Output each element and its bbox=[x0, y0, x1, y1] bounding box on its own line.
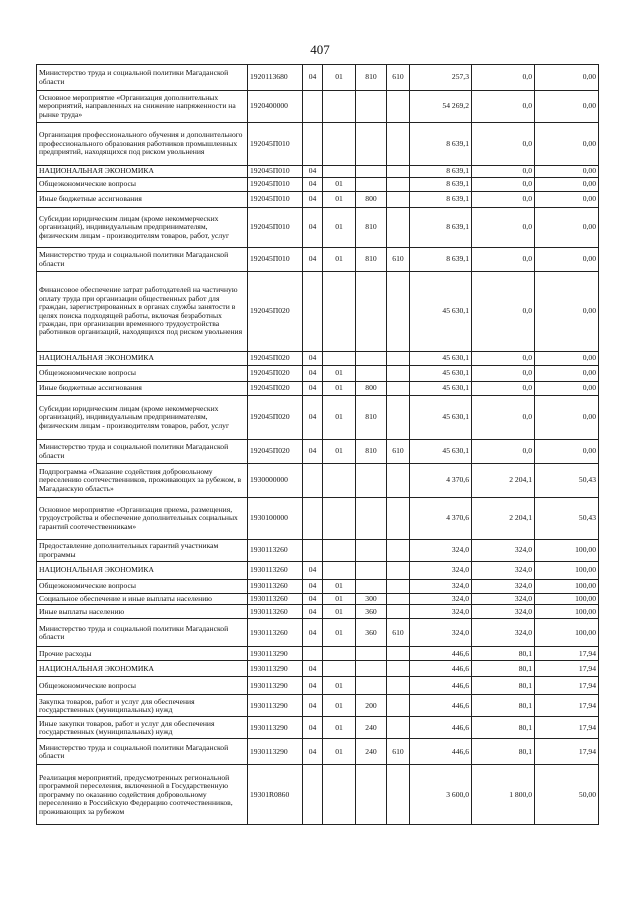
target-article-code-cell: 1930113260 bbox=[248, 594, 303, 605]
administrator-code-cell: 610 bbox=[387, 440, 410, 464]
target-article-code-cell: 192045П020 bbox=[248, 440, 303, 464]
section-code-cell: 04 bbox=[303, 594, 323, 605]
section-code-cell: 04 bbox=[303, 695, 323, 717]
planned-amount-cell: 324,0 bbox=[410, 605, 472, 619]
planned-amount-cell: 45 630,1 bbox=[410, 396, 472, 440]
page-number: 407 bbox=[310, 42, 330, 57]
subsection-code-cell: 01 bbox=[323, 677, 356, 695]
subsection-code-cell bbox=[323, 123, 356, 166]
planned-amount-cell: 446,6 bbox=[410, 717, 472, 739]
planned-amount-cell: 4 370,6 bbox=[410, 498, 472, 540]
table-row bbox=[37, 594, 599, 605]
subsection-code-cell bbox=[323, 540, 356, 562]
administrator-code-cell bbox=[387, 123, 410, 166]
section-code-cell bbox=[303, 272, 323, 352]
planned-amount-cell: 45 630,1 bbox=[410, 440, 472, 464]
target-article-code-cell: 192045П010 bbox=[248, 123, 303, 166]
planned-amount-cell: 8 639,1 bbox=[410, 248, 472, 272]
administrator-code-cell bbox=[387, 208, 410, 248]
execution-percent-cell: 0,00 bbox=[535, 440, 599, 464]
execution-percent-cell: 0,00 bbox=[535, 91, 599, 123]
section-code-cell bbox=[303, 540, 323, 562]
target-article-code-cell: 192045П010 bbox=[248, 248, 303, 272]
executed-amount-cell: 0,0 bbox=[472, 178, 535, 192]
expense-type-cell bbox=[356, 91, 387, 123]
execution-percent-cell: 100,00 bbox=[535, 619, 599, 647]
planned-amount-cell: 324,0 bbox=[410, 619, 472, 647]
execution-percent-cell: 0,00 bbox=[535, 208, 599, 248]
expense-type-cell bbox=[356, 765, 387, 825]
execution-percent-cell: 17,94 bbox=[535, 661, 599, 677]
section-code-cell: 04 bbox=[303, 208, 323, 248]
executed-amount-cell: 324,0 bbox=[472, 594, 535, 605]
section-code-cell: 04 bbox=[303, 366, 323, 382]
administrator-code-cell bbox=[387, 272, 410, 352]
target-article-code-cell: 1930113260 bbox=[248, 605, 303, 619]
subsection-code-cell bbox=[323, 562, 356, 580]
item-name-cell: Организация профессионального обучения и дополнительного профессионального образования работников промышленных предприятий, находящихся под риском увольнения bbox=[37, 123, 248, 166]
execution-percent-cell: 17,94 bbox=[535, 739, 599, 765]
administrator-code-cell bbox=[387, 695, 410, 717]
planned-amount-cell: 54 269,2 bbox=[410, 91, 472, 123]
executed-amount-cell: 1 800,0 bbox=[472, 765, 535, 825]
planned-amount-cell: 8 639,1 bbox=[410, 208, 472, 248]
expense-type-cell bbox=[356, 352, 387, 366]
item-name-cell: Общеэкономические вопросы bbox=[37, 178, 248, 192]
administrator-code-cell: 610 bbox=[387, 65, 410, 91]
table-row bbox=[37, 647, 599, 661]
item-name-cell: Министерство труда и социальной политики Магаданской области bbox=[37, 248, 248, 272]
item-name-cell: Социальное обеспечение и иные выплаты населению bbox=[37, 594, 248, 605]
administrator-code-cell: 610 bbox=[387, 739, 410, 765]
item-name-cell: Министерство труда и социальной политики Магаданской области bbox=[37, 619, 248, 647]
planned-amount-cell: 8 639,1 bbox=[410, 123, 472, 166]
expense-type-cell: 800 bbox=[356, 192, 387, 208]
expense-type-cell: 800 bbox=[356, 382, 387, 396]
administrator-code-cell bbox=[387, 498, 410, 540]
expense-type-cell bbox=[356, 647, 387, 661]
executed-amount-cell: 0,0 bbox=[472, 248, 535, 272]
target-article-code-cell: 192045П020 bbox=[248, 352, 303, 366]
section-code-cell: 04 bbox=[303, 619, 323, 647]
section-code-cell: 04 bbox=[303, 562, 323, 580]
administrator-code-cell bbox=[387, 178, 410, 192]
planned-amount-cell: 45 630,1 bbox=[410, 352, 472, 366]
table-row bbox=[37, 661, 599, 677]
expense-type-cell bbox=[356, 498, 387, 540]
section-code-cell: 04 bbox=[303, 178, 323, 192]
execution-percent-cell: 0,00 bbox=[535, 248, 599, 272]
execution-percent-cell: 100,00 bbox=[535, 594, 599, 605]
executed-amount-cell: 324,0 bbox=[472, 605, 535, 619]
executed-amount-cell: 80,1 bbox=[472, 695, 535, 717]
planned-amount-cell: 8 639,1 bbox=[410, 178, 472, 192]
expense-type-cell: 240 bbox=[356, 717, 387, 739]
expense-type-cell bbox=[356, 562, 387, 580]
target-article-code-cell: 1930113260 bbox=[248, 540, 303, 562]
administrator-code-cell bbox=[387, 765, 410, 825]
execution-percent-cell: 17,94 bbox=[535, 647, 599, 661]
table-row bbox=[37, 192, 599, 208]
target-article-code-cell: 1930113290 bbox=[248, 661, 303, 677]
item-name-cell: НАЦИОНАЛЬНАЯ ЭКОНОМИКА bbox=[37, 661, 248, 677]
execution-percent-cell: 17,94 bbox=[535, 677, 599, 695]
item-name-cell: Основное мероприятие «Организация дополнительных мероприятий, направленных на снижение напряженности на рынке труда» bbox=[37, 91, 248, 123]
expense-type-cell: 810 bbox=[356, 248, 387, 272]
section-code-cell bbox=[303, 464, 323, 498]
table-row bbox=[37, 178, 599, 192]
subsection-code-cell bbox=[323, 352, 356, 366]
section-code-cell: 04 bbox=[303, 352, 323, 366]
execution-percent-cell: 100,00 bbox=[535, 580, 599, 594]
expense-type-cell bbox=[356, 540, 387, 562]
subsection-code-cell: 01 bbox=[323, 65, 356, 91]
subsection-code-cell: 01 bbox=[323, 396, 356, 440]
subsection-code-cell: 01 bbox=[323, 695, 356, 717]
item-name-cell: Общеэкономические вопросы bbox=[37, 677, 248, 695]
item-name-cell: Иные бюджетные ассигнования bbox=[37, 192, 248, 208]
planned-amount-cell: 45 630,1 bbox=[410, 272, 472, 352]
table-row bbox=[37, 366, 599, 382]
target-article-code-cell: 1930000000 bbox=[248, 464, 303, 498]
administrator-code-cell bbox=[387, 580, 410, 594]
table-row bbox=[37, 695, 599, 717]
item-name-cell: Министерство труда и социальной политики Магаданской области bbox=[37, 739, 248, 765]
expense-type-cell bbox=[356, 366, 387, 382]
section-code-cell: 04 bbox=[303, 192, 323, 208]
administrator-code-cell bbox=[387, 562, 410, 580]
subsection-code-cell: 01 bbox=[323, 605, 356, 619]
subsection-code-cell bbox=[323, 661, 356, 677]
item-name-cell: Иные выплаты населению bbox=[37, 605, 248, 619]
administrator-code-cell bbox=[387, 366, 410, 382]
item-name-cell: Финансовое обеспечение затрат работодателей на частичную оплату труда при организации общественных работ для граждан, зарегистрированных в органах службы занятости в целях поиска подходящей работы, включая безработных граждан, при организации временного трудоустройства работников организаций, находящихся под риском увольнения bbox=[37, 272, 248, 352]
expense-type-cell bbox=[356, 272, 387, 352]
execution-percent-cell: 100,00 bbox=[535, 562, 599, 580]
execution-percent-cell: 17,94 bbox=[535, 695, 599, 717]
subsection-code-cell: 01 bbox=[323, 717, 356, 739]
table-row bbox=[37, 440, 599, 464]
target-article-code-cell: 192045П010 bbox=[248, 208, 303, 248]
expense-type-cell: 240 bbox=[356, 739, 387, 765]
planned-amount-cell: 446,6 bbox=[410, 739, 472, 765]
table-row bbox=[37, 562, 599, 580]
administrator-code-cell bbox=[387, 352, 410, 366]
subsection-code-cell: 01 bbox=[323, 178, 356, 192]
expense-type-cell bbox=[356, 661, 387, 677]
target-article-code-cell: 1930113260 bbox=[248, 619, 303, 647]
item-name-cell: Подпрограмма «Оказание содействия добровольному переселению соотечественников, проживающих за рубежом, в Магаданскую область» bbox=[37, 464, 248, 498]
item-name-cell: Министерство труда и социальной политики Магаданской области bbox=[37, 65, 248, 91]
section-code-cell: 04 bbox=[303, 248, 323, 272]
table-row bbox=[37, 540, 599, 562]
execution-percent-cell: 0,00 bbox=[535, 272, 599, 352]
planned-amount-cell: 446,6 bbox=[410, 695, 472, 717]
target-article-code-cell: 1930113260 bbox=[248, 580, 303, 594]
section-code-cell: 04 bbox=[303, 580, 323, 594]
table-row bbox=[37, 382, 599, 396]
expense-type-cell: 810 bbox=[356, 65, 387, 91]
subsection-code-cell: 01 bbox=[323, 248, 356, 272]
planned-amount-cell: 45 630,1 bbox=[410, 382, 472, 396]
planned-amount-cell: 446,6 bbox=[410, 661, 472, 677]
target-article-code-cell: 192045П020 bbox=[248, 396, 303, 440]
target-article-code-cell: 19301R0860 bbox=[248, 765, 303, 825]
executed-amount-cell: 0,0 bbox=[472, 192, 535, 208]
table-row bbox=[37, 677, 599, 695]
item-name-cell: Субсидии юридическим лицам (кроме некоммерческих организаций), индивидуальным предпринимателям, физическим лицам - производителям товаров, работ, услуг bbox=[37, 396, 248, 440]
section-code-cell bbox=[303, 765, 323, 825]
planned-amount-cell: 324,0 bbox=[410, 540, 472, 562]
execution-percent-cell: 0,00 bbox=[535, 396, 599, 440]
table-row bbox=[37, 498, 599, 540]
subsection-code-cell bbox=[323, 647, 356, 661]
planned-amount-cell: 8 639,1 bbox=[410, 166, 472, 178]
administrator-code-cell bbox=[387, 661, 410, 677]
section-code-cell: 04 bbox=[303, 166, 323, 178]
expense-type-cell: 810 bbox=[356, 396, 387, 440]
executed-amount-cell: 80,1 bbox=[472, 661, 535, 677]
executed-amount-cell: 80,1 bbox=[472, 647, 535, 661]
planned-amount-cell: 8 639,1 bbox=[410, 192, 472, 208]
administrator-code-cell bbox=[387, 91, 410, 123]
expense-type-cell: 360 bbox=[356, 619, 387, 647]
administrator-code-cell bbox=[387, 594, 410, 605]
item-name-cell: Субсидии юридическим лицам (кроме некоммерческих организаций), индивидуальным предпринимателям, физическим лицам - производителям товаров, работ, услуг bbox=[37, 208, 248, 248]
execution-percent-cell: 50,00 bbox=[535, 765, 599, 825]
executed-amount-cell: 0,0 bbox=[472, 166, 535, 178]
expense-type-cell bbox=[356, 580, 387, 594]
subsection-code-cell: 01 bbox=[323, 580, 356, 594]
execution-percent-cell: 100,00 bbox=[535, 540, 599, 562]
executed-amount-cell: 0,0 bbox=[472, 91, 535, 123]
subsection-code-cell: 01 bbox=[323, 619, 356, 647]
administrator-code-cell bbox=[387, 647, 410, 661]
target-article-code-cell: 1920113680 bbox=[248, 65, 303, 91]
execution-percent-cell: 0,00 bbox=[535, 192, 599, 208]
executed-amount-cell: 0,0 bbox=[472, 208, 535, 248]
expense-type-cell: 810 bbox=[356, 440, 387, 464]
subsection-code-cell: 01 bbox=[323, 739, 356, 765]
budget-table-body bbox=[37, 65, 599, 825]
subsection-code-cell bbox=[323, 464, 356, 498]
table-row bbox=[37, 352, 599, 366]
budget-table bbox=[36, 64, 599, 825]
expense-type-cell bbox=[356, 464, 387, 498]
executed-amount-cell: 0,0 bbox=[472, 396, 535, 440]
planned-amount-cell: 324,0 bbox=[410, 594, 472, 605]
planned-amount-cell: 324,0 bbox=[410, 580, 472, 594]
executed-amount-cell: 324,0 bbox=[472, 580, 535, 594]
planned-amount-cell: 446,6 bbox=[410, 647, 472, 661]
executed-amount-cell: 80,1 bbox=[472, 717, 535, 739]
table-row bbox=[37, 464, 599, 498]
subsection-code-cell bbox=[323, 91, 356, 123]
execution-percent-cell: 100,00 bbox=[535, 605, 599, 619]
administrator-code-cell bbox=[387, 464, 410, 498]
item-name-cell: Общеэкономические вопросы bbox=[37, 366, 248, 382]
table-row bbox=[37, 91, 599, 123]
executed-amount-cell: 0,0 bbox=[472, 272, 535, 352]
section-code-cell bbox=[303, 91, 323, 123]
target-article-code-cell: 192045П010 bbox=[248, 192, 303, 208]
planned-amount-cell: 3 600,0 bbox=[410, 765, 472, 825]
executed-amount-cell: 324,0 bbox=[472, 562, 535, 580]
target-article-code-cell: 1930113290 bbox=[248, 647, 303, 661]
executed-amount-cell: 80,1 bbox=[472, 739, 535, 765]
target-article-code-cell: 1920400000 bbox=[248, 91, 303, 123]
table-row bbox=[37, 65, 599, 91]
execution-percent-cell: 0,00 bbox=[535, 382, 599, 396]
administrator-code-cell bbox=[387, 192, 410, 208]
planned-amount-cell: 257,3 bbox=[410, 65, 472, 91]
execution-percent-cell: 0,00 bbox=[535, 123, 599, 166]
target-article-code-cell: 1930100000 bbox=[248, 498, 303, 540]
subsection-code-cell: 01 bbox=[323, 382, 356, 396]
execution-percent-cell: 0,00 bbox=[535, 178, 599, 192]
target-article-code-cell: 1930113260 bbox=[248, 562, 303, 580]
item-name-cell: Реализация мероприятий, предусмотренных региональной программой переселения, включенной в Государственную программу по оказанию содействия добровольному переселению в Российскую Федерацию соотечественников, проживающих за рубежом bbox=[37, 765, 248, 825]
expense-type-cell bbox=[356, 123, 387, 166]
execution-percent-cell: 0,00 bbox=[535, 65, 599, 91]
executed-amount-cell: 0,0 bbox=[472, 123, 535, 166]
section-code-cell: 04 bbox=[303, 382, 323, 396]
item-name-cell: Предоставление дополнительных гарантий участникам программы bbox=[37, 540, 248, 562]
target-article-code-cell: 1930113290 bbox=[248, 677, 303, 695]
subsection-code-cell: 01 bbox=[323, 366, 356, 382]
expense-type-cell: 200 bbox=[356, 695, 387, 717]
table-row bbox=[37, 619, 599, 647]
planned-amount-cell: 446,6 bbox=[410, 677, 472, 695]
subsection-code-cell bbox=[323, 765, 356, 825]
item-name-cell: Основное мероприятие «Организация приема, размещения, трудоустройства и обеспечение дополнительных социальных гарантий соотечественникам» bbox=[37, 498, 248, 540]
execution-percent-cell: 50,43 bbox=[535, 464, 599, 498]
execution-percent-cell: 17,94 bbox=[535, 717, 599, 739]
target-article-code-cell: 1930113290 bbox=[248, 717, 303, 739]
expense-type-cell bbox=[356, 677, 387, 695]
item-name-cell: НАЦИОНАЛЬНАЯ ЭКОНОМИКА bbox=[37, 562, 248, 580]
target-article-code-cell: 192045П020 bbox=[248, 366, 303, 382]
table-row bbox=[37, 248, 599, 272]
section-code-cell: 04 bbox=[303, 677, 323, 695]
section-code-cell bbox=[303, 123, 323, 166]
table-row bbox=[37, 208, 599, 248]
executed-amount-cell: 2 204,1 bbox=[472, 498, 535, 540]
section-code-cell: 04 bbox=[303, 440, 323, 464]
table-row bbox=[37, 580, 599, 594]
execution-percent-cell: 0,00 bbox=[535, 352, 599, 366]
executed-amount-cell: 80,1 bbox=[472, 677, 535, 695]
executed-amount-cell: 0,0 bbox=[472, 440, 535, 464]
expense-type-cell: 300 bbox=[356, 594, 387, 605]
table-row bbox=[37, 396, 599, 440]
subsection-code-cell: 01 bbox=[323, 208, 356, 248]
section-code-cell: 04 bbox=[303, 65, 323, 91]
expense-type-cell bbox=[356, 166, 387, 178]
administrator-code-cell: 610 bbox=[387, 619, 410, 647]
subsection-code-cell bbox=[323, 272, 356, 352]
target-article-code-cell: 1930113290 bbox=[248, 695, 303, 717]
planned-amount-cell: 45 630,1 bbox=[410, 366, 472, 382]
executed-amount-cell: 2 204,1 bbox=[472, 464, 535, 498]
section-code-cell: 04 bbox=[303, 739, 323, 765]
table-row bbox=[37, 272, 599, 352]
expense-type-cell: 360 bbox=[356, 605, 387, 619]
execution-percent-cell: 0,00 bbox=[535, 166, 599, 178]
item-name-cell: Иные закупки товаров, работ и услуг для обеспечения государственных (муниципальных) нужд bbox=[37, 717, 248, 739]
item-name-cell: Иные бюджетные ассигнования bbox=[37, 382, 248, 396]
subsection-code-cell: 01 bbox=[323, 192, 356, 208]
administrator-code-cell bbox=[387, 396, 410, 440]
item-name-cell: Закупка товаров, работ и услуг для обеспечения государственных (муниципальных) нужд bbox=[37, 695, 248, 717]
executed-amount-cell: 0,0 bbox=[472, 352, 535, 366]
table-row bbox=[37, 166, 599, 178]
item-name-cell: Прочие расходы bbox=[37, 647, 248, 661]
section-code-cell: 04 bbox=[303, 661, 323, 677]
table-row bbox=[37, 605, 599, 619]
table-row bbox=[37, 123, 599, 166]
administrator-code-cell bbox=[387, 540, 410, 562]
administrator-code-cell: 610 bbox=[387, 248, 410, 272]
table-row bbox=[37, 717, 599, 739]
item-name-cell: НАЦИОНАЛЬНАЯ ЭКОНОМИКА bbox=[37, 352, 248, 366]
executed-amount-cell: 0,0 bbox=[472, 366, 535, 382]
administrator-code-cell bbox=[387, 382, 410, 396]
target-article-code-cell: 192045П010 bbox=[248, 178, 303, 192]
section-code-cell bbox=[303, 647, 323, 661]
administrator-code-cell bbox=[387, 605, 410, 619]
administrator-code-cell bbox=[387, 717, 410, 739]
expense-type-cell bbox=[356, 178, 387, 192]
target-article-code-cell: 192045П010 bbox=[248, 166, 303, 178]
section-code-cell: 04 bbox=[303, 605, 323, 619]
item-name-cell: Общеэкономические вопросы bbox=[37, 580, 248, 594]
subsection-code-cell: 01 bbox=[323, 594, 356, 605]
section-code-cell: 04 bbox=[303, 717, 323, 739]
section-code-cell: 04 bbox=[303, 396, 323, 440]
subsection-code-cell: 01 bbox=[323, 440, 356, 464]
execution-percent-cell: 50,43 bbox=[535, 498, 599, 540]
target-article-code-cell: 192045П020 bbox=[248, 272, 303, 352]
executed-amount-cell: 0,0 bbox=[472, 65, 535, 91]
expense-type-cell: 810 bbox=[356, 208, 387, 248]
administrator-code-cell bbox=[387, 166, 410, 178]
planned-amount-cell: 324,0 bbox=[410, 562, 472, 580]
target-article-code-cell: 192045П020 bbox=[248, 382, 303, 396]
section-code-cell bbox=[303, 498, 323, 540]
planned-amount-cell: 4 370,6 bbox=[410, 464, 472, 498]
subsection-code-cell bbox=[323, 166, 356, 178]
administrator-code-cell bbox=[387, 677, 410, 695]
executed-amount-cell: 0,0 bbox=[472, 382, 535, 396]
target-article-code-cell: 1930113290 bbox=[248, 739, 303, 765]
executed-amount-cell: 324,0 bbox=[472, 540, 535, 562]
executed-amount-cell: 324,0 bbox=[472, 619, 535, 647]
execution-percent-cell: 0,00 bbox=[535, 366, 599, 382]
table-row bbox=[37, 739, 599, 765]
subsection-code-cell bbox=[323, 498, 356, 540]
item-name-cell: НАЦИОНАЛЬНАЯ ЭКОНОМИКА bbox=[37, 166, 248, 178]
item-name-cell: Министерство труда и социальной политики Магаданской области bbox=[37, 440, 248, 464]
table-row bbox=[37, 765, 599, 825]
